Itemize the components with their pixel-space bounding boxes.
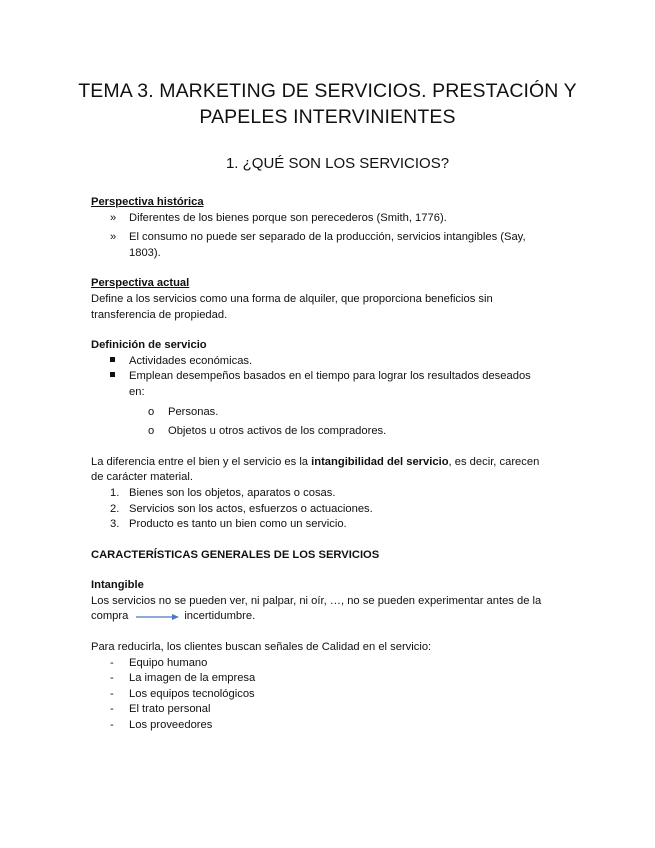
diferencia-paragraph xyxy=(91,455,571,471)
intangible-line-2 xyxy=(91,609,571,625)
sub-list-marker: o xyxy=(148,425,155,438)
actual-text-line-1: Define a los servicios como una forma de alquiler, que proporciona beneficios sin xyxy=(91,292,493,305)
right-arrow-icon xyxy=(136,613,180,621)
item-number: 2. xyxy=(110,502,120,515)
list-item xyxy=(91,230,571,261)
dash-list-item-text: La imagen de la empresa xyxy=(129,672,256,685)
definicion-heading: Definición de servicio xyxy=(91,339,207,352)
diferencia-line-2: de carácter material. xyxy=(91,471,193,484)
item-number: 1. xyxy=(110,486,120,499)
list-item xyxy=(91,369,571,400)
sub-list-item-text: Personas. xyxy=(168,405,219,418)
sub-list-marker: o xyxy=(148,405,155,418)
actual-text-line-2: transferencia de propiedad. xyxy=(91,308,228,321)
dash-marker: - xyxy=(110,703,114,716)
historica-heading: Perspectiva histórica xyxy=(91,196,204,208)
list-marker: » xyxy=(110,211,117,224)
dash-marker: - xyxy=(110,719,114,732)
dash-list-item-text: El trato personal xyxy=(129,703,211,716)
dash-list-item xyxy=(91,671,571,687)
diferencia-bold-text: intangibilidad del servicio xyxy=(311,455,449,468)
list-item xyxy=(91,354,571,370)
title-line-1: TEMA 3. MARKETING DE SERVICIOS. PRESTACIÓN Y xyxy=(78,80,577,102)
dash-list-item xyxy=(91,656,571,672)
square-bullet-icon xyxy=(110,369,115,385)
actual-heading: Perspectiva actual xyxy=(91,277,190,290)
document-title xyxy=(60,78,595,130)
dash-list-item xyxy=(91,687,571,703)
sub-list-item xyxy=(91,424,571,440)
section-heading: 1. ¿QUÉ SON LOS SERVICIOS? xyxy=(225,155,450,172)
numbered-item-text: Bienes son los objetos, aparatos o cosas. xyxy=(129,486,336,499)
list-item-text: Emplean desempeños basados en el tiempo para lograr los resultados deseados xyxy=(129,370,531,383)
document-body xyxy=(91,195,571,734)
list-item-text-continued: 1803). xyxy=(129,246,161,259)
reducirla-intro: Para reducirla, los clientes buscan señales de Calidad en el servicio: xyxy=(91,641,432,654)
intangible-heading: Intangible xyxy=(91,579,144,592)
list-marker: » xyxy=(110,231,117,244)
intangible-compra: compra xyxy=(91,610,129,623)
intangible-line-1: Los servicios no se pueden ver, ni palpar, ni oír, …, no se pueden experimentar antes de la xyxy=(91,594,542,607)
numbered-item-text: Servicios son los actos, esfuerzos o actuaciones. xyxy=(129,502,373,515)
dash-marker: - xyxy=(110,656,114,669)
list-item-text-continued: en: xyxy=(129,385,145,398)
dash-list-item-text: Equipo humano xyxy=(129,656,208,669)
sub-list-item-text: Objetos u otros activos de los compradores. xyxy=(168,425,387,438)
intangible-incertidumbre: incertidumbre. xyxy=(184,610,256,623)
list-item-text: Actividades económicas. xyxy=(129,354,253,367)
dash-list-item xyxy=(91,718,571,734)
numbered-item xyxy=(91,517,571,533)
list-item xyxy=(91,211,571,227)
diferencia-text-post: , es decir, carecen xyxy=(448,455,540,468)
dash-marker: - xyxy=(110,687,114,700)
dash-list-item xyxy=(91,702,571,718)
dash-list-item-text: Los equipos tecnológicos xyxy=(129,687,255,700)
numbered-item xyxy=(91,486,571,502)
item-number: 3. xyxy=(110,518,120,531)
dash-marker: - xyxy=(110,672,114,685)
sub-list-item xyxy=(91,405,571,421)
list-item-text: El consumo no puede ser separado de la producción, servicios intangibles (Say, xyxy=(129,231,526,244)
title-line-2: PAPELES INTERVINIENTES xyxy=(199,106,456,128)
numbered-item xyxy=(91,502,571,518)
caracteristicas-heading: CARACTERÍSTICAS GENERALES DE LOS SERVICIOS xyxy=(91,548,380,561)
diferencia-text-pre: La diferencia entre el bien y el servicio es la xyxy=(91,455,312,468)
list-item-text: Diferentes de los bienes porque son perecederos (Smith, 1776). xyxy=(129,211,447,224)
numbered-item-text: Producto es tanto un bien como un servicio. xyxy=(129,518,347,531)
square-bullet-icon xyxy=(110,354,115,370)
dash-list-item-text: Los proveedores xyxy=(129,719,213,732)
